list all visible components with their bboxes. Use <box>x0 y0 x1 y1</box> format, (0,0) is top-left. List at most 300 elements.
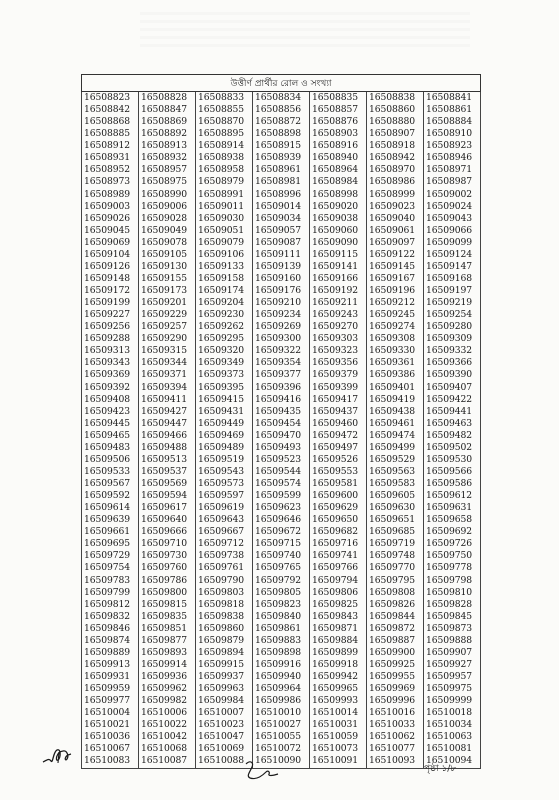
roll-number-cell: 16509799 <box>82 587 139 599</box>
roll-number-cell: 16509543 <box>196 466 253 478</box>
roll-number-cell: 16508870 <box>196 116 253 128</box>
roll-number-cell: 16508979 <box>196 176 253 188</box>
roll-number-cell: 16508984 <box>310 176 367 188</box>
roll-number-cell: 16509438 <box>367 406 424 418</box>
roll-number-cell: 16509957 <box>424 671 481 683</box>
table-row <box>82 213 481 225</box>
table-row <box>82 189 481 201</box>
table-row <box>82 321 481 333</box>
roll-number-cell: 16508946 <box>424 152 481 164</box>
roll-number-cell: 16509147 <box>424 261 481 273</box>
roll-number-cell: 16509212 <box>367 297 424 309</box>
page-number: পৃষ্ঠা ১/৮ <box>424 764 457 774</box>
table-row <box>82 261 481 273</box>
roll-number-cell: 16509646 <box>253 514 310 526</box>
roll-number-cell: 16509530 <box>424 454 481 466</box>
table-row <box>82 599 481 611</box>
roll-number-cell: 16509474 <box>367 430 424 442</box>
roll-number-cell: 16508975 <box>139 176 196 188</box>
roll-number-cell: 16508964 <box>310 164 367 176</box>
roll-number-cell: 16509803 <box>196 587 253 599</box>
roll-number-cell: 16508932 <box>139 152 196 164</box>
roll-number-cell: 16509741 <box>310 550 367 562</box>
roll-number-cell: 16509583 <box>367 478 424 490</box>
roll-number-cell: 16509141 <box>310 261 367 273</box>
roll-number-cell: 16509411 <box>139 394 196 406</box>
roll-number-cell: 16508861 <box>424 104 481 116</box>
roll-number-cell: 16509126 <box>82 261 139 273</box>
roll-number-cell: 16509229 <box>139 309 196 321</box>
roll-number-cell: 16509060 <box>310 225 367 237</box>
roll-number-table <box>81 74 481 769</box>
roll-number-cell: 16509818 <box>196 599 253 611</box>
roll-number-cell: 16508923 <box>424 140 481 152</box>
roll-number-cell: 16509356 <box>310 357 367 369</box>
roll-number-cell: 16509795 <box>367 575 424 587</box>
roll-number-cell: 16509898 <box>253 647 310 659</box>
roll-number-cell: 16508856 <box>253 104 310 116</box>
roll-number-cell: 16510090 <box>253 755 310 768</box>
roll-number-cell: 16508892 <box>139 128 196 140</box>
roll-number-cell: 16509619 <box>196 502 253 514</box>
roll-number-cell: 16510006 <box>139 707 196 719</box>
roll-number-cell: 16508880 <box>367 116 424 128</box>
roll-number-cell: 16509349 <box>196 357 253 369</box>
roll-number-cell: 16509942 <box>310 671 367 683</box>
table-row <box>82 442 481 454</box>
roll-number-cell: 16509099 <box>424 237 481 249</box>
roll-number-cell: 16509631 <box>424 502 481 514</box>
roll-number-cell: 16508981 <box>253 176 310 188</box>
roll-number-cell: 16508939 <box>253 152 310 164</box>
table-row <box>82 623 481 635</box>
roll-number-cell: 16509003 <box>82 201 139 213</box>
roll-number-cell: 16509783 <box>82 575 139 587</box>
table-row <box>82 514 481 526</box>
roll-number-cell: 16508973 <box>82 176 139 188</box>
roll-number-cell: 16509174 <box>196 285 253 297</box>
roll-number-cell: 16508835 <box>310 92 367 105</box>
table-row <box>82 128 481 140</box>
roll-number-cell: 16510031 <box>310 719 367 731</box>
roll-number-cell: 16509726 <box>424 538 481 550</box>
table-row <box>82 490 481 502</box>
roll-number-cell: 16509245 <box>367 309 424 321</box>
roll-number-cell: 16509569 <box>139 478 196 490</box>
table-row <box>82 562 481 574</box>
table-row <box>82 345 481 357</box>
roll-number-cell: 16509612 <box>424 490 481 502</box>
roll-number-cell: 16508915 <box>253 140 310 152</box>
roll-number-cell: 16509936 <box>139 671 196 683</box>
roll-number-cell: 16509427 <box>139 406 196 418</box>
roll-number-cell: 16509832 <box>82 611 139 623</box>
roll-number-cell: 16509030 <box>196 213 253 225</box>
roll-number-cell: 16509106 <box>196 249 253 261</box>
table-row <box>82 683 481 695</box>
table-row <box>82 394 481 406</box>
roll-number-cell: 16509874 <box>82 635 139 647</box>
roll-number-cell: 16509899 <box>310 647 367 659</box>
roll-number-cell: 16509441 <box>424 406 481 418</box>
roll-number-cell: 16508986 <box>367 176 424 188</box>
roll-number-cell: 16509871 <box>310 623 367 635</box>
roll-number-cell: 16509639 <box>82 514 139 526</box>
roll-number-cell: 16510018 <box>424 707 481 719</box>
table-row <box>82 309 481 321</box>
roll-number-cell: 16509884 <box>310 635 367 647</box>
roll-number-cell: 16509020 <box>310 201 367 213</box>
roll-number-cell: 16509124 <box>424 249 481 261</box>
roll-number-cell: 16509523 <box>253 454 310 466</box>
roll-number-cell: 16509011 <box>196 201 253 213</box>
roll-number-cell: 16509975 <box>424 683 481 695</box>
roll-number-cell: 16509533 <box>82 466 139 478</box>
roll-number-cell: 16509506 <box>82 454 139 466</box>
roll-number-cell: 16509519 <box>196 454 253 466</box>
table-row <box>82 671 481 683</box>
roll-number-cell: 16509888 <box>424 635 481 647</box>
roll-number-cell: 16509695 <box>82 538 139 550</box>
roll-number-cell: 16509883 <box>253 635 310 647</box>
roll-number-cell: 16509111 <box>253 249 310 261</box>
roll-number-cell: 16508884 <box>424 116 481 128</box>
table-row <box>82 587 481 599</box>
roll-number-cell: 16510083 <box>82 755 139 768</box>
roll-number-cell: 16508841 <box>424 92 481 105</box>
roll-number-cell: 16508913 <box>139 140 196 152</box>
roll-number-cell: 16509489 <box>196 442 253 454</box>
roll-number-cell: 16509502 <box>424 442 481 454</box>
roll-number-cell: 16509964 <box>253 683 310 695</box>
table-row <box>82 659 481 671</box>
roll-number-cell: 16509805 <box>253 587 310 599</box>
roll-number-cell: 16509445 <box>82 418 139 430</box>
roll-number-cell: 16509087 <box>253 237 310 249</box>
roll-number-cell: 16509361 <box>367 357 424 369</box>
roll-number-cell: 16509566 <box>424 466 481 478</box>
roll-number-cell: 16509332 <box>424 345 481 357</box>
roll-number-cell: 16509825 <box>310 599 367 611</box>
roll-number-cell: 16509900 <box>367 647 424 659</box>
roll-number-cell: 16509597 <box>196 490 253 502</box>
roll-number-cell: 16509808 <box>367 587 424 599</box>
roll-number-cell: 16509984 <box>196 695 253 707</box>
table-row <box>82 92 481 105</box>
roll-number-cell: 16509879 <box>196 635 253 647</box>
roll-number-cell: 16509643 <box>196 514 253 526</box>
roll-number-cell: 16508885 <box>82 128 139 140</box>
roll-number-cell: 16508907 <box>367 128 424 140</box>
roll-number-cell: 16509931 <box>82 671 139 683</box>
roll-number-cell: 16509256 <box>82 321 139 333</box>
roll-number-cell: 16508838 <box>367 92 424 105</box>
roll-number-cell: 16509893 <box>139 647 196 659</box>
roll-number-cell: 16509461 <box>367 418 424 430</box>
roll-number-cell: 16509623 <box>253 502 310 514</box>
roll-number-cell: 16509204 <box>196 297 253 309</box>
roll-number-cell: 16509712 <box>196 538 253 550</box>
roll-number-cell: 16509778 <box>424 562 481 574</box>
roll-number-cell: 16509028 <box>139 213 196 225</box>
roll-number-cell: 16510022 <box>139 719 196 731</box>
roll-number-cell: 16509672 <box>253 526 310 538</box>
roll-number-cell: 16509488 <box>139 442 196 454</box>
table-row <box>82 575 481 587</box>
roll-number-cell: 16510062 <box>367 731 424 743</box>
roll-number-cell: 16509196 <box>367 285 424 297</box>
table-row <box>82 478 481 490</box>
roll-number-cell: 16509415 <box>196 394 253 406</box>
table-row <box>82 382 481 394</box>
roll-number-cell: 16509377 <box>253 369 310 381</box>
roll-number-cell: 16509581 <box>310 478 367 490</box>
table-row <box>82 116 481 128</box>
roll-number-cell: 16509750 <box>424 550 481 562</box>
roll-number-cell: 16509567 <box>82 478 139 490</box>
table-row <box>82 176 481 188</box>
table-row <box>82 430 481 442</box>
table-row <box>82 104 481 116</box>
roll-number-cell: 16509860 <box>196 623 253 635</box>
table-row <box>82 418 481 430</box>
roll-number-cell: 16509155 <box>139 273 196 285</box>
roll-number-cell: 16509167 <box>367 273 424 285</box>
roll-number-cell: 16510014 <box>310 707 367 719</box>
roll-number-cell: 16509211 <box>310 297 367 309</box>
roll-number-cell: 16509907 <box>424 647 481 659</box>
roll-number-cell: 16509470 <box>253 430 310 442</box>
roll-number-cell: 16509650 <box>310 514 367 526</box>
roll-number-cell: 16509038 <box>310 213 367 225</box>
table-row <box>82 526 481 538</box>
table-row <box>82 719 481 731</box>
roll-number-cell: 16509423 <box>82 406 139 418</box>
roll-number-cell: 16509290 <box>139 333 196 345</box>
roll-number-cell: 16510021 <box>82 719 139 731</box>
roll-number-cell: 16509927 <box>424 659 481 671</box>
roll-number-cell: 16509544 <box>253 466 310 478</box>
roll-number-cell: 16509199 <box>82 297 139 309</box>
roll-number-cell: 16509629 <box>310 502 367 514</box>
table-row <box>82 201 481 213</box>
roll-number-cell: 16510081 <box>424 743 481 755</box>
roll-number-cell: 16509640 <box>139 514 196 526</box>
roll-number-cell: 16510068 <box>139 743 196 755</box>
roll-number-cell: 16508872 <box>253 116 310 128</box>
roll-number-cell: 16509416 <box>253 394 310 406</box>
roll-number-cell: 16509176 <box>253 285 310 297</box>
roll-number-cell: 16508828 <box>139 92 196 105</box>
roll-number-cell: 16509069 <box>82 237 139 249</box>
roll-number-cell: 16508991 <box>196 189 253 201</box>
roll-number-cell: 16509965 <box>310 683 367 695</box>
roll-number-cell: 16509586 <box>424 478 481 490</box>
roll-number-cell: 16509057 <box>253 225 310 237</box>
roll-number-cell: 16509715 <box>253 538 310 550</box>
roll-number-cell: 16509685 <box>367 526 424 538</box>
roll-number-cell: 16509024 <box>424 201 481 213</box>
roll-number-cell: 16509513 <box>139 454 196 466</box>
roll-number-cell: 16509845 <box>424 611 481 623</box>
roll-number-cell: 16509270 <box>310 321 367 333</box>
roll-number-cell: 16509369 <box>82 369 139 381</box>
roll-number-cell: 16508940 <box>310 152 367 164</box>
roll-number-cell: 16509145 <box>367 261 424 273</box>
roll-number-cell: 16509761 <box>196 562 253 574</box>
roll-number-cell: 16509002 <box>424 189 481 201</box>
table-row <box>82 611 481 623</box>
roll-number-cell: 16509395 <box>196 382 253 394</box>
roll-number-cell: 16508990 <box>139 189 196 201</box>
table-row <box>82 647 481 659</box>
roll-number-cell: 16508857 <box>310 104 367 116</box>
roll-number-cell: 16509765 <box>253 562 310 574</box>
roll-number-cell: 16508970 <box>367 164 424 176</box>
roll-number-cell: 16510072 <box>253 743 310 755</box>
table-row <box>82 152 481 164</box>
roll-number-cell: 16508842 <box>82 104 139 116</box>
roll-number-cell: 16509537 <box>139 466 196 478</box>
roll-number-cell: 16509682 <box>310 526 367 538</box>
roll-number-cell: 16509786 <box>139 575 196 587</box>
roll-number-cell: 16509043 <box>424 213 481 225</box>
roll-number-cell: 16509269 <box>253 321 310 333</box>
roll-number-cell: 16509916 <box>253 659 310 671</box>
roll-number-cell: 16509417 <box>310 394 367 406</box>
table-row <box>82 635 481 647</box>
table-row <box>82 707 481 719</box>
roll-number-cell: 16509466 <box>139 430 196 442</box>
roll-number-cell: 16508999 <box>367 189 424 201</box>
roll-number-cell: 16509168 <box>424 273 481 285</box>
roll-number-cell: 16509798 <box>424 575 481 587</box>
table-row <box>82 333 481 345</box>
roll-number-cell: 16509160 <box>253 273 310 285</box>
roll-number-cell: 16509254 <box>424 309 481 321</box>
table-row <box>82 225 481 237</box>
roll-number-cell: 16509497 <box>310 442 367 454</box>
roll-number-cell: 16509553 <box>310 466 367 478</box>
roll-number-cell: 16509692 <box>424 526 481 538</box>
roll-number-cell: 16509435 <box>253 406 310 418</box>
roll-number-cell: 16509026 <box>82 213 139 225</box>
roll-number-cell: 16509914 <box>139 659 196 671</box>
roll-number-cell: 16510047 <box>196 731 253 743</box>
roll-number-cell: 16509526 <box>310 454 367 466</box>
roll-number-cell: 16510091 <box>310 755 367 768</box>
roll-number-cell: 16509563 <box>367 466 424 478</box>
roll-number-cell: 16509760 <box>139 562 196 574</box>
roll-number-cell: 16510094 <box>424 755 481 768</box>
roll-number-cell: 16510073 <box>310 743 367 755</box>
roll-number-cell: 16509419 <box>367 394 424 406</box>
roll-number-cell: 16509792 <box>253 575 310 587</box>
roll-number-cell: 16510067 <box>82 743 139 755</box>
roll-number-cell: 16509594 <box>139 490 196 502</box>
roll-number-cell: 16509172 <box>82 285 139 297</box>
roll-number-cell: 16509309 <box>424 333 481 345</box>
roll-number-cell: 16509794 <box>310 575 367 587</box>
roll-number-cell: 16509392 <box>82 382 139 394</box>
roll-number-cell: 16508931 <box>82 152 139 164</box>
roll-number-cell: 16508961 <box>253 164 310 176</box>
roll-number-cell: 16509959 <box>82 683 139 695</box>
roll-number-cell: 16509066 <box>424 225 481 237</box>
roll-number-cell: 16509323 <box>310 345 367 357</box>
roll-number-cell: 16509313 <box>82 345 139 357</box>
roll-number-cell: 16509230 <box>196 309 253 321</box>
roll-number-cell: 16509431 <box>196 406 253 418</box>
roll-number-cell: 16509483 <box>82 442 139 454</box>
roll-number-cell: 16509243 <box>310 309 367 321</box>
roll-number-cell: 16508996 <box>253 189 310 201</box>
roll-number-cell: 16509379 <box>310 369 367 381</box>
roll-number-cell: 16509667 <box>196 526 253 538</box>
roll-number-cell: 16509308 <box>367 333 424 345</box>
roll-number-cell: 16509219 <box>424 297 481 309</box>
roll-number-cell: 16510010 <box>253 707 310 719</box>
roll-number-cell: 16510087 <box>139 755 196 768</box>
roll-number-cell: 16509999 <box>424 695 481 707</box>
roll-number-cell: 16509617 <box>139 502 196 514</box>
roll-number-cell: 16509045 <box>82 225 139 237</box>
roll-number-cell: 16509408 <box>82 394 139 406</box>
roll-number-cell: 16509078 <box>139 237 196 249</box>
roll-number-cell: 16509873 <box>424 623 481 635</box>
roll-number-cell: 16509982 <box>139 695 196 707</box>
roll-number-cell: 16509800 <box>139 587 196 599</box>
roll-number-cell: 16509006 <box>139 201 196 213</box>
roll-number-cell: 16509315 <box>139 345 196 357</box>
roll-number-cell: 16509234 <box>253 309 310 321</box>
roll-number-cell: 16508938 <box>196 152 253 164</box>
roll-number-cell: 16509630 <box>367 502 424 514</box>
roll-number-cell: 16509371 <box>139 369 196 381</box>
roll-number-cell: 16509366 <box>424 357 481 369</box>
roll-number-cell: 16509574 <box>253 478 310 490</box>
roll-number-cell: 16510055 <box>253 731 310 743</box>
roll-number-cell: 16509148 <box>82 273 139 285</box>
roll-number-cell: 16509770 <box>367 562 424 574</box>
roll-number-cell: 16509913 <box>82 659 139 671</box>
roll-number-cell: 16509894 <box>196 647 253 659</box>
roll-number-cell: 16509014 <box>253 201 310 213</box>
roll-number-cell: 16509465 <box>82 430 139 442</box>
roll-number-cell: 16508876 <box>310 116 367 128</box>
roll-number-cell: 16509115 <box>310 249 367 261</box>
signature-left <box>41 742 77 766</box>
roll-number-cell: 16509257 <box>139 321 196 333</box>
table-header: উত্তীর্ণ প্রার্থীর রোল ও সংখ্যা <box>82 75 481 92</box>
roll-number-cell: 16509861 <box>253 623 310 635</box>
table-row <box>82 297 481 309</box>
roll-number-cell: 16509040 <box>367 213 424 225</box>
roll-number-cell: 16509851 <box>139 623 196 635</box>
roll-number-cell: 16509710 <box>139 538 196 550</box>
roll-number-cell: 16509843 <box>310 611 367 623</box>
roll-number-cell: 16510027 <box>253 719 310 731</box>
roll-number-cell: 16510042 <box>139 731 196 743</box>
roll-number-cell: 16509227 <box>82 309 139 321</box>
roll-number-cell: 16510063 <box>424 731 481 743</box>
roll-number-cell: 16509651 <box>367 514 424 526</box>
roll-number-cell: 16509344 <box>139 357 196 369</box>
table-body <box>82 92 481 769</box>
roll-number-cell: 16509122 <box>367 249 424 261</box>
roll-number-cell: 16509104 <box>82 249 139 261</box>
roll-number-cell: 16509828 <box>424 599 481 611</box>
